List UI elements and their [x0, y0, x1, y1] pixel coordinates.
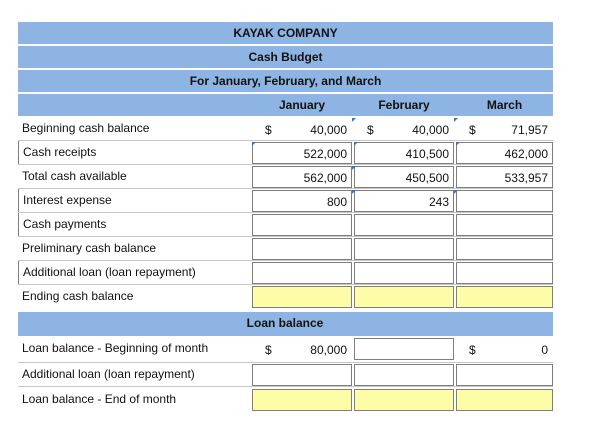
- jan-additional-loan[interactable]: [252, 262, 352, 284]
- cell-marker-icon: [454, 118, 458, 122]
- mar-beginning-cash: [456, 118, 553, 140]
- row-label-loan-ending: Loan balance - End of month: [22, 392, 177, 406]
- feb-beginning-cash-value: 40,000: [412, 123, 449, 137]
- feb-cash-payments[interactable]: [354, 214, 454, 236]
- jan-interest-expense[interactable]: [252, 190, 352, 212]
- feb-cash-receipts-value: 410,500: [405, 147, 449, 161]
- mar-preliminary-cash[interactable]: [456, 238, 553, 260]
- cell-marker-icon: [352, 166, 356, 170]
- jan-total-cash-value: 562,000: [303, 171, 347, 185]
- mar-loan-beginning: [456, 338, 553, 360]
- feb-interest-expense[interactable]: [354, 190, 454, 212]
- row-label-additional-loan: Additional loan (loan repayment): [18, 261, 196, 284]
- mar-dollar-sign: $: [469, 123, 476, 137]
- jan-beginning-cash-value: 40,000: [310, 123, 347, 137]
- row-label-ending-cash: Ending cash balance: [22, 289, 134, 303]
- feb-total-cash-value: 450,500: [405, 171, 449, 185]
- row-label-interest-expense: Interest expense: [18, 189, 112, 212]
- mar-total-cash[interactable]: [456, 166, 553, 188]
- loan-balance-title: Loan balance: [246, 316, 324, 330]
- feb-preliminary-cash[interactable]: [354, 238, 454, 260]
- row-label-beginning-cash: Beginning cash balance: [22, 121, 150, 135]
- month-header-january: January: [278, 98, 326, 112]
- month-header-march: March: [486, 98, 523, 112]
- jan-cash-receipts-value: 522,000: [303, 147, 347, 161]
- jan-cash-receipts[interactable]: [252, 142, 352, 164]
- row-label-cash-payments: Cash payments: [18, 213, 106, 236]
- jan-ending-cash[interactable]: [252, 286, 352, 308]
- jan-loan-ending[interactable]: [252, 389, 352, 411]
- mar-beginning-cash-value: 71,957: [511, 123, 548, 137]
- jan-loan-dollar-sign: $: [265, 343, 272, 357]
- budget-period: For January, February, and March: [18, 70, 553, 92]
- jan-total-cash[interactable]: [252, 166, 352, 188]
- jan-preliminary-cash[interactable]: [252, 238, 352, 260]
- feb-beginning-cash: [354, 118, 454, 140]
- feb-cash-receipts[interactable]: [354, 142, 454, 164]
- feb-dollar-sign: $: [367, 123, 374, 137]
- feb-ending-cash[interactable]: [354, 286, 454, 308]
- jan-loan-beginning: [252, 338, 352, 360]
- feb-loan-beginning[interactable]: [354, 338, 454, 360]
- budget-title: Cash Budget: [18, 46, 553, 68]
- mar-ending-cash[interactable]: [456, 286, 553, 308]
- mar-loan-beginning-value: 0: [541, 343, 548, 357]
- row-label-preliminary-cash: Preliminary cash balance: [22, 241, 157, 255]
- company-name: KAYAK COMPANY: [18, 22, 553, 44]
- feb-additional-loan[interactable]: [354, 262, 454, 284]
- cell-marker-icon: [456, 142, 460, 146]
- feb-loan-ending[interactable]: [354, 389, 454, 411]
- row-label-cash-receipts: Cash receipts: [18, 141, 96, 164]
- mar-loan-dollar-sign: $: [469, 343, 476, 357]
- cell-marker-icon: [352, 118, 356, 122]
- mar-additional-loan[interactable]: [456, 262, 553, 284]
- cell-marker-icon: [354, 142, 358, 146]
- row-label-loan-additional: Additional loan (loan repayment): [22, 367, 195, 381]
- jan-loan-beginning-value: 80,000: [310, 343, 347, 357]
- row-label-total-cash: Total cash available: [22, 169, 127, 183]
- jan-interest-expense-value: 800: [326, 195, 347, 209]
- row-label-loan-beginning: Loan balance - Beginning of month: [22, 341, 209, 355]
- feb-interest-expense-value: 243: [428, 195, 449, 209]
- cell-marker-icon: [352, 190, 356, 194]
- cell-marker-icon: [252, 142, 256, 146]
- jan-dollar-sign: $: [265, 123, 272, 137]
- feb-loan-additional[interactable]: [354, 364, 454, 386]
- jan-cash-payments[interactable]: [252, 214, 352, 236]
- jan-loan-additional[interactable]: [252, 364, 352, 386]
- month-header-february: February: [378, 98, 430, 112]
- mar-loan-ending[interactable]: [456, 389, 553, 411]
- mar-loan-additional[interactable]: [456, 364, 553, 386]
- mar-total-cash-value: 533,957: [504, 171, 548, 185]
- mar-cash-payments[interactable]: [456, 214, 553, 236]
- cell-marker-icon: [454, 190, 458, 194]
- mar-interest-expense[interactable]: [456, 190, 553, 212]
- mar-cash-receipts[interactable]: [456, 142, 553, 164]
- jan-beginning-cash: [252, 118, 352, 140]
- mar-cash-receipts-value: 462,000: [504, 147, 548, 161]
- feb-total-cash[interactable]: [354, 166, 454, 188]
